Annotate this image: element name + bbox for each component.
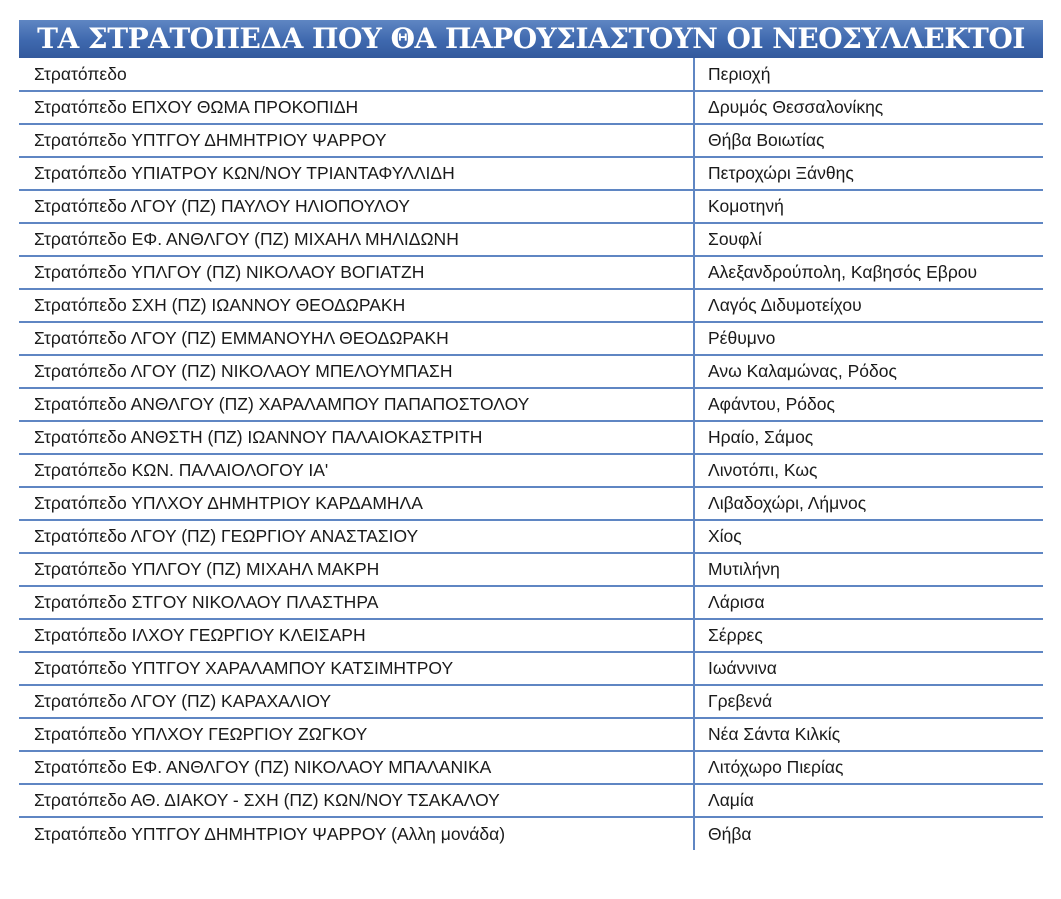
table-row — [19, 223, 1043, 256]
camp-name-cell: Στρατόπεδο ΚΩΝ. ΠΑΛΑΙΟΛΟΓΟΥ ΙΑ' — [19, 454, 694, 487]
region-cell: Σουφλί — [694, 223, 1043, 256]
camp-name-cell: Στρατόπεδο ΙΛΧΟΥ ΓΕΩΡΓΙΟΥ ΚΛΕΙΣΑΡΗ — [19, 619, 694, 652]
column-header-camp: Στρατόπεδο — [19, 58, 694, 91]
region-cell: Λινοτόπι, Κως — [694, 454, 1043, 487]
table-row — [19, 454, 1043, 487]
region-cell: Κομοτηνή — [694, 190, 1043, 223]
table-header-row — [19, 58, 1043, 91]
camp-name-cell: Στρατόπεδο ΕΦ. ΑΝΘΛΓΟΥ (ΠΖ) ΜΙΧΑΗΛ ΜΗΛΙΔΩΝΗ — [19, 223, 694, 256]
camp-name-cell: Στρατόπεδο ΥΠΛΓΟΥ (ΠΖ) ΜΙΧΑΗΛ ΜΑΚΡΗ — [19, 553, 694, 586]
table-row — [19, 652, 1043, 685]
region-cell: Λαγός Διδυμοτείχου — [694, 289, 1043, 322]
camp-name-cell: Στρατόπεδο ΑΘ. ΔΙΑΚΟΥ - ΣΧΗ (ΠΖ) ΚΩΝ/ΝΟΥ ΤΣΑΚΑΛΟΥ — [19, 784, 694, 817]
table-row — [19, 520, 1043, 553]
region-cell: Πετροχώρι Ξάνθης — [694, 157, 1043, 190]
camp-name-cell: Στρατόπεδο ΣΧΗ (ΠΖ) ΙΩΑΝΝΟΥ ΘΕΟΔΩΡΑΚΗ — [19, 289, 694, 322]
region-cell: Θήβα Βοιωτίας — [694, 124, 1043, 157]
camp-name-cell: Στρατόπεδο ΛΓΟΥ (ΠΖ) ΠΑΥΛΟΥ ΗΛΙΟΠΟΥΛΟΥ — [19, 190, 694, 223]
region-cell: Αλεξανδρούπολη, Καβησός Εβρου — [694, 256, 1043, 289]
camp-name-cell: Στρατόπεδο ΛΓΟΥ (ΠΖ) ΕΜΜΑΝΟΥΗΛ ΘΕΟΔΩΡΑΚΗ — [19, 322, 694, 355]
region-cell: Θήβα — [694, 817, 1043, 850]
camp-name-cell: Στρατόπεδο ΛΓΟΥ (ΠΖ) ΝΙΚΟΛΑΟΥ ΜΠΕΛΟΥΜΠΑΣΗ — [19, 355, 694, 388]
table-body — [19, 58, 1043, 850]
table-row — [19, 487, 1043, 520]
region-cell: Ιωάννινα — [694, 652, 1043, 685]
camp-name-cell: Στρατόπεδο ΥΠΤΓΟΥ ΧΑΡΑΛΑΜΠΟΥ ΚΑΤΣΙΜΗΤΡΟΥ — [19, 652, 694, 685]
camp-name-cell: Στρατόπεδο ΣΤΓΟΥ ΝΙΚΟΛΑΟΥ ΠΛΑΣΤΗΡΑ — [19, 586, 694, 619]
document-container — [19, 20, 1043, 850]
camp-name-cell: Στρατόπεδο ΥΠΤΓΟΥ ΔΗΜΗΤΡΙΟΥ ΨΑΡΡΟΥ (Αλλη μονάδα) — [34, 823, 506, 844]
table-row — [19, 388, 1043, 421]
table-row — [19, 751, 1043, 784]
region-cell: Μυτιλήνη — [694, 553, 1043, 586]
table-row — [19, 157, 1043, 190]
camp-name-cell: Στρατόπεδο ΑΝΘΣΤΗ (ΠΖ) ΙΩΑΝΝΟΥ ΠΑΛΑΙΟΚΑΣΤΡΙΤΗ — [19, 421, 694, 454]
camp-name-cell: Στρατόπεδο ΥΠΛΓΟΥ (ΠΖ) ΝΙΚΟΛΑΟΥ ΒΟΓΙΑΤΖΗ — [19, 256, 694, 289]
page-title: ΤΑ ΣΤΡΑΤΟΠΕΔΑ ΠΟΥ ΘΑ ΠΑΡΟΥΣΙΑΣΤΟΥΝ ΟΙ ΝΕΟΣΥΛΛΕΚΤΟΙ — [19, 20, 1043, 58]
camp-name-cell: Στρατόπεδο ΛΓΟΥ (ΠΖ) ΓΕΩΡΓΙΟΥ ΑΝΑΣΤΑΣΙΟΥ — [19, 520, 694, 553]
camp-name-cell: Στρατόπεδο ΥΠΛΧΟΥ ΓΕΩΡΓΙΟΥ ΖΩΓΚΟΥ — [19, 718, 694, 751]
camp-name-cell: Στρατόπεδο ΥΠΛΧΟΥ ΔΗΜΗΤΡΙΟΥ ΚΑΡΔΑΜΗΛΑ — [19, 487, 694, 520]
camp-name-cell: Στρατόπεδο ΑΝΘΛΓΟΥ (ΠΖ) ΧΑΡΑΛΑΜΠΟΥ ΠΑΠΑΠΟΣΤΟΛΟΥ — [19, 388, 694, 421]
table-row — [19, 421, 1043, 454]
region-cell: Λαμία — [694, 784, 1043, 817]
camp-name-cell: Στρατόπεδο ΥΠΙΑΤΡΟΥ ΚΩΝ/ΝΟΥ ΤΡΙΑΝΤΑΦΥΛΛΙΔΗ — [19, 157, 694, 190]
region-cell: Χίος — [694, 520, 1043, 553]
table-row — [19, 619, 1043, 652]
table-row — [19, 718, 1043, 751]
table-row — [19, 256, 1043, 289]
region-cell: Νέα Σάντα Κιλκίς — [694, 718, 1043, 751]
region-cell: Λιτόχωρο Πιερίας — [694, 751, 1043, 784]
region-cell: Αφάντου, Ρόδος — [694, 388, 1043, 421]
table-row — [19, 124, 1043, 157]
region-cell: Λιβαδοχώρι, Λήμνος — [694, 487, 1043, 520]
table-row — [19, 784, 1043, 817]
region-cell: Λάρισα — [694, 586, 1043, 619]
table-row — [19, 553, 1043, 586]
region-cell: Ρέθυμνο — [694, 322, 1043, 355]
camp-name-cell: Στρατόπεδο ΕΦ. ΑΝΘΛΓΟΥ (ΠΖ) ΝΙΚΟΛΑΟΥ ΜΠΑΛΑΝΙΚΑ — [19, 751, 694, 784]
camp-name-cell: Στρατόπεδο ΥΠΤΓΟΥ ΔΗΜΗΤΡΙΟΥ ΨΑΡΡΟΥ — [19, 124, 694, 157]
table-row — [19, 289, 1043, 322]
column-header-region: Περιοχή — [694, 58, 1043, 91]
table-row — [19, 190, 1043, 223]
table-row — [19, 91, 1043, 124]
camp-name-cell: Στρατόπεδο ΛΓΟΥ (ΠΖ) ΚΑΡΑΧΑΛΙΟΥ — [19, 685, 694, 718]
region-cell: Ανω Καλαμώνας, Ρόδος — [694, 355, 1043, 388]
region-cell: Γρεβενά — [694, 685, 1043, 718]
region-cell: Δρυμός Θεσσαλονίκης — [694, 91, 1043, 124]
region-cell: Σέρρες — [694, 619, 1043, 652]
table-row — [19, 355, 1043, 388]
table-row — [19, 817, 1043, 850]
camps-table — [19, 58, 1043, 850]
region-cell: Ηραίο, Σάμος — [694, 421, 1043, 454]
table-row — [19, 685, 1043, 718]
table-row — [19, 322, 1043, 355]
table-row — [19, 586, 1043, 619]
camp-name-cell: Στρατόπεδο ΕΠΧΟΥ ΘΩΜΑ ΠΡΟΚΟΠΙΔΗ — [19, 91, 694, 124]
